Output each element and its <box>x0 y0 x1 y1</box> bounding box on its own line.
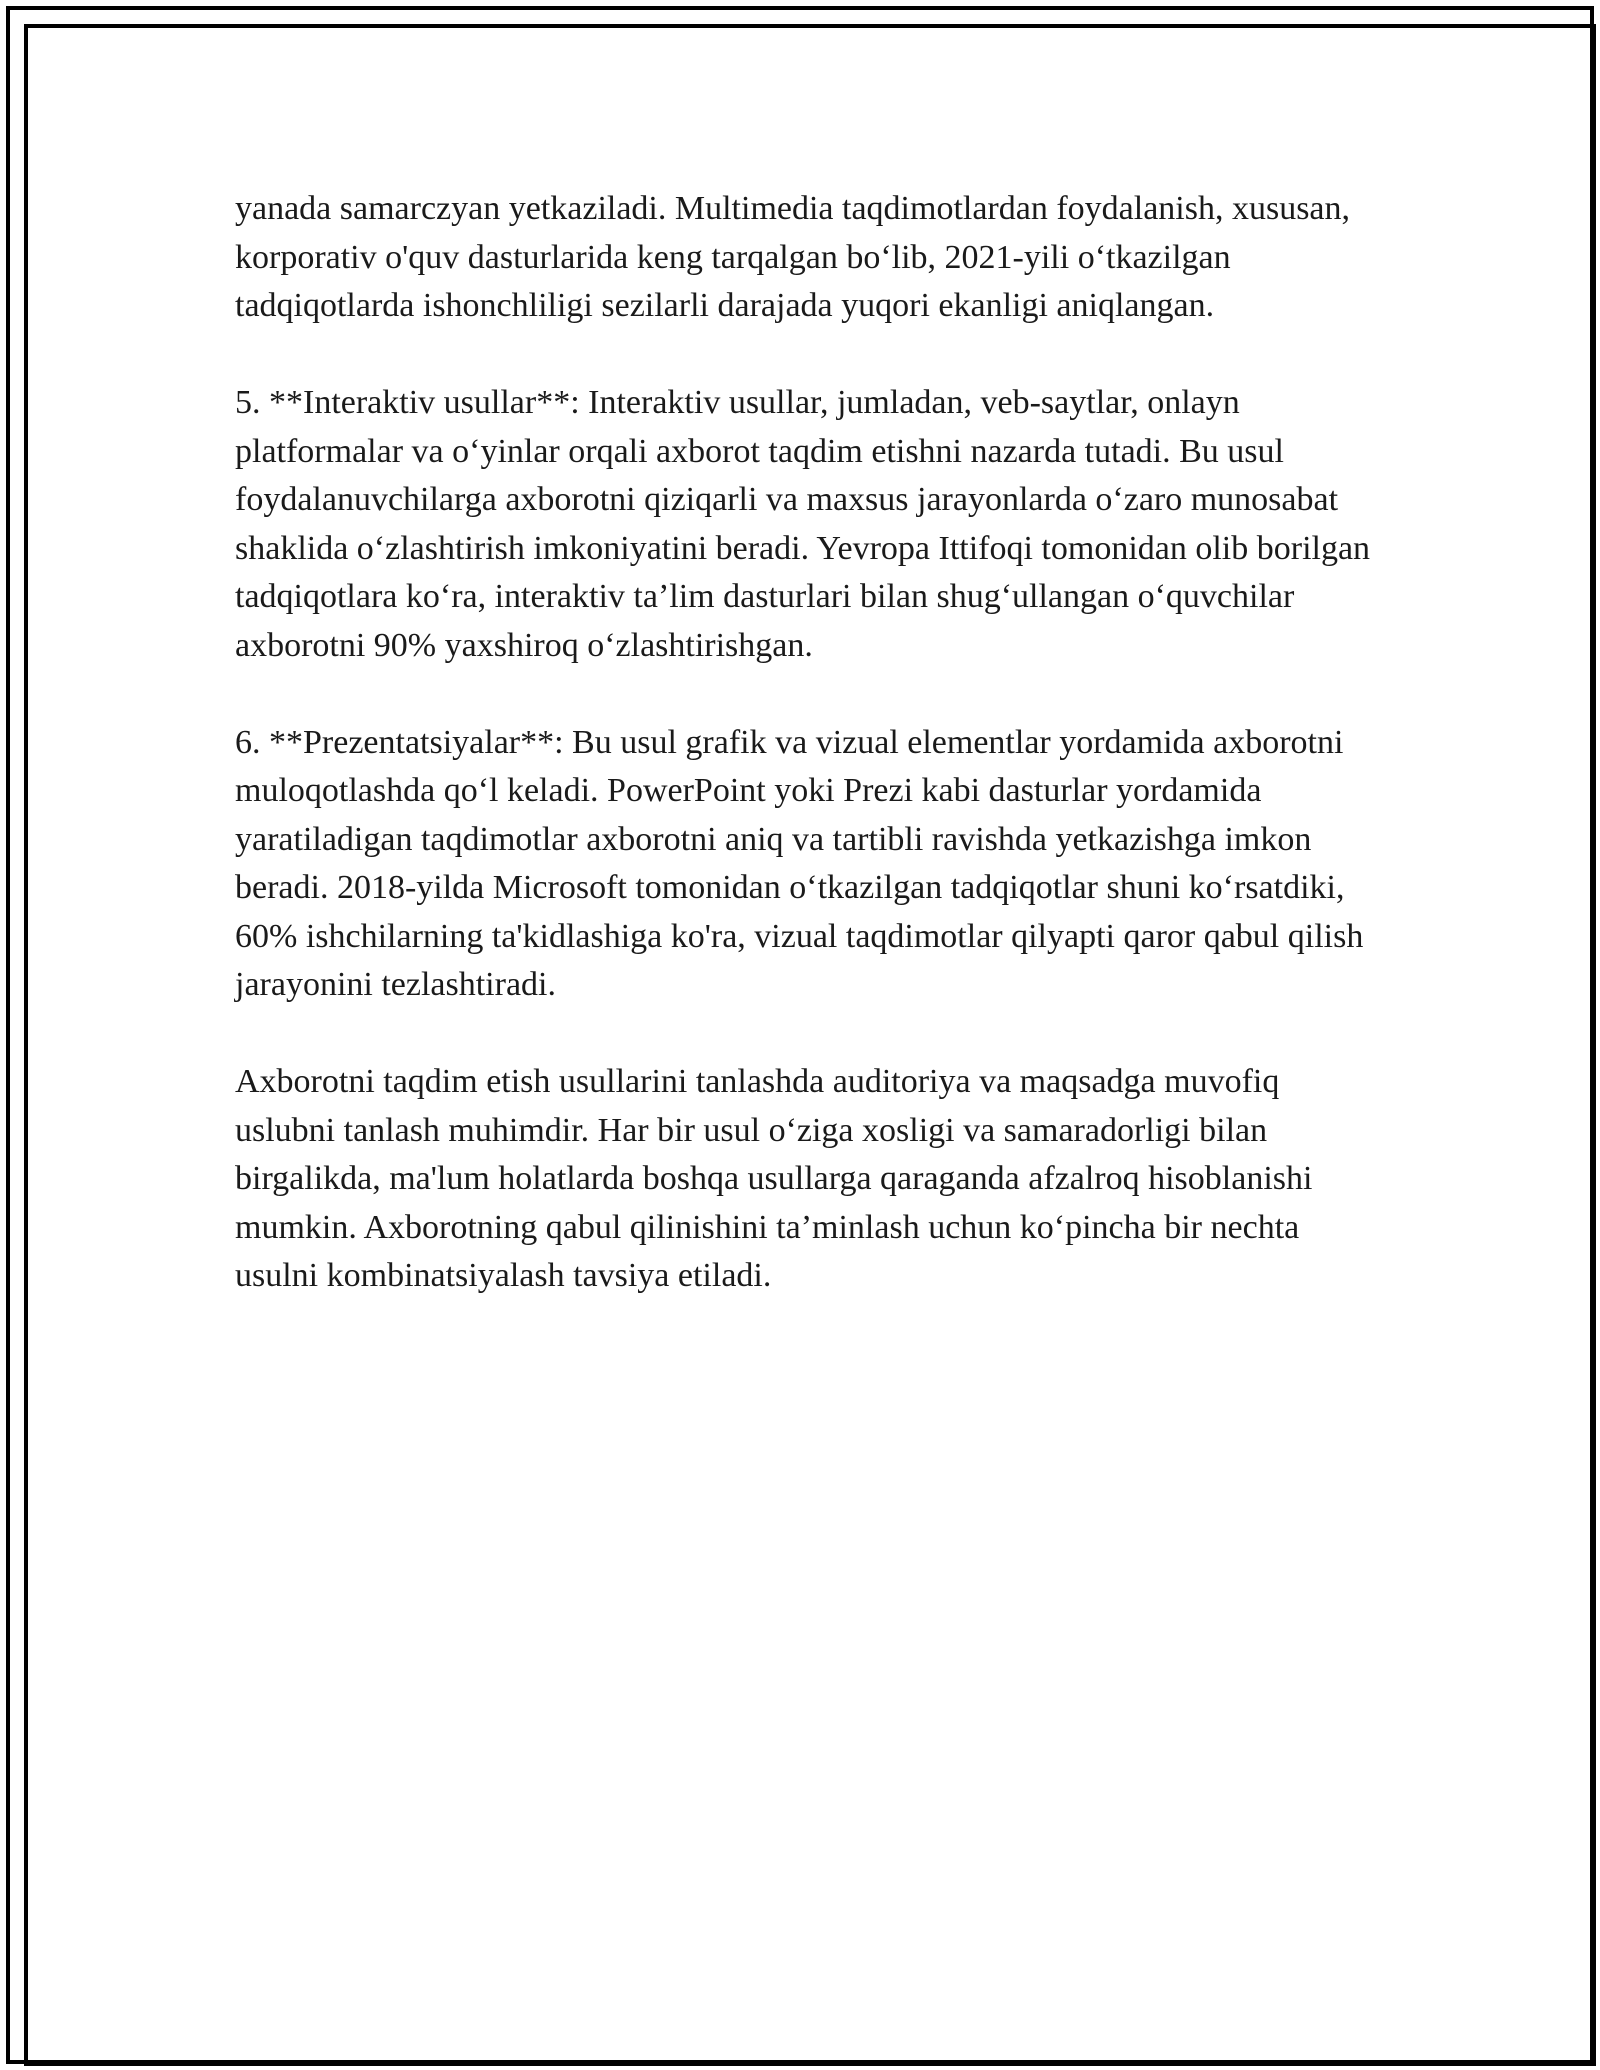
document-body <box>235 185 1385 1301</box>
paragraph-presentations: 6. **Prezentatsiyalar**: Bu usul grafik va vizual elementlar yordamida axborotni muloqotlashda qo‘l keladi. PowerPoint yoki Prezi kabi dasturlar yordamida yaratiladigan taqdimotlar axborotni aniq va tartibli ravishda yetkazishga imkon beradi. 2018-yilda Microsoft tomonidan o‘tkazilgan tadqiqotlar shuni ko‘rsatdiki, 60% ishchilarning ta'kidlashiga ko'ra, vizual taqdimotlar qilyapti qaror qabul qilish jarayonini tezlashtiradi. <box>235 723 1364 1003</box>
paragraph-conclusion: Axborotni taqdim etish usullarini tanlashda auditoriya va maqsadga muvofiq uslubni tanlash muhimdir. Har bir usul o‘ziga xosligi va samaradorligi bilan birgalikda, ma'lum holatlarda boshqa usullarga qaraganda afzalroq hisoblanishi mumkin. Axborotning qabul qilinishini ta’minlash uchun ko‘pincha bir nechta usulni kombinatsiyalash tavsiya etiladi. <box>235 1063 1313 1294</box>
paragraph-interactive-methods: 5. **Interaktiv usullar**: Interaktiv usullar, jumladan, veb-saytlar, onlayn platformalar va o‘yinlar orqali axborot taqdim etishni nazarda tutadi. Bu usul foydalanuvchilarga axborotni qiziqarli va maxsus jarayonlarda o‘zaro munosabat shaklida o‘zlashtirish imkoniyatini beradi. Yevropa Ittifoqi tomonidan olib borilgan tadqiqotlara ko‘ra, interaktiv ta’lim dasturlari bilan shug‘ullangan o‘quvchilar axborotni 90% yaxshiroq o‘zlashtirishgan. <box>235 384 1371 664</box>
paragraph-multimedia-continuation: yanada samarczyan yetkaziladi. Multimedia taqdimotlardan foydalanish, xususan, korporativ o'quv dasturlarida keng tarqalgan bo‘lib, 2021-yili o‘tkazilgan tadqiqotlarda ishonchliligi sezilarli darajada yuqori ekanligi aniqlangan. <box>235 190 1351 324</box>
